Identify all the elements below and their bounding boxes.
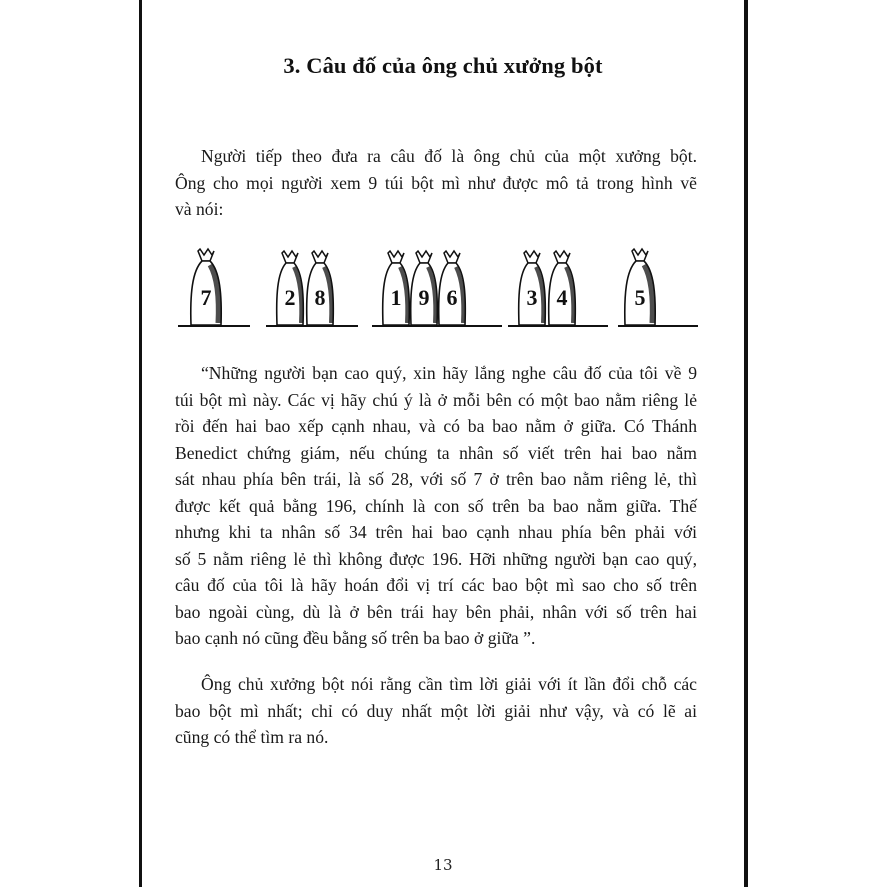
flour-sack-icon xyxy=(304,245,336,327)
sack-number: 1 xyxy=(390,285,402,310)
section-title: 3. Câu đố của ông chủ xưởng bột xyxy=(283,53,603,78)
text-line: bao cạnh nó cũng đều bằng số trên ba bao ở giữa ”. xyxy=(175,628,536,648)
text-line: “Những người bạn cao quý, xin hãy lắng nghe câu đố của tôi về 9 xyxy=(201,363,697,383)
sack-group-middle-triple xyxy=(380,245,472,327)
text-line: được kết quả bằng 196, chính là con số trên ba bao nằm giữa. Thế xyxy=(175,495,697,516)
sack-group-left-pair xyxy=(274,245,338,327)
text-line: bao ngoài cùng, dù là ở bên trái hay bên phải, nhân với số trên hai xyxy=(175,601,697,622)
book-page xyxy=(139,0,748,887)
text-line: bao bột mì nhất; chỉ có duy nhất một lời giải như vậy, và có lẽ ai xyxy=(175,700,697,721)
sack-number: 3 xyxy=(526,285,538,310)
text-line: Ông chủ xưởng bột nói rằng cần tìm lời giải với ít lần đổi chỗ các xyxy=(201,674,697,694)
text-line: và nói: xyxy=(175,199,224,219)
flour-sack-icon xyxy=(436,245,468,327)
text-line: sát nhau phía bên trái, là số 28, với số 7 ở trên bao nằm riêng lẻ, thì xyxy=(175,469,697,489)
sack-number: 9 xyxy=(418,285,430,310)
closing-paragraph xyxy=(175,671,697,751)
sack-number: 8 xyxy=(314,285,326,310)
sack-number: 6 xyxy=(446,285,458,310)
sack-group-left-single xyxy=(188,245,224,327)
sack-group-right-pair xyxy=(516,245,580,327)
flour-sack-icon xyxy=(188,245,224,327)
intro-paragraph xyxy=(175,143,697,223)
flour-sack-icon xyxy=(274,245,306,327)
quote-paragraph xyxy=(175,360,697,652)
text-line: cũng có thể tìm ra nó. xyxy=(175,727,329,747)
sack-group-right-single xyxy=(622,245,658,327)
text-line: rồi đến hai bao xếp cạnh nhau, và có ba bao nằm ở giữa. Có Thánh xyxy=(175,416,697,436)
flour-sacks-illustration xyxy=(178,245,698,335)
flour-sack-icon xyxy=(622,245,658,327)
sack-number: 2 xyxy=(284,285,296,310)
sack-number: 4 xyxy=(556,285,568,310)
flour-sack-icon xyxy=(546,245,578,327)
text-line: Ông cho mọi người xem 9 túi bột mì như được mô tả trong hình vẽ xyxy=(175,172,697,193)
sack-number: 5 xyxy=(634,285,646,310)
text-line: số 5 nằm riêng lẻ thì không được 196. Hỡi những người bạn cao quý, xyxy=(175,548,697,569)
text-line: Người tiếp theo đưa ra câu đố là ông chủ của một xưởng bột. xyxy=(201,146,697,166)
flour-sack-icon xyxy=(516,245,548,327)
text-line: túi bột mì này. Các vị hãy chú ý là ở mỗi bên có một bao nằm riêng lẻ xyxy=(175,389,697,410)
text-line: câu đố của tôi là hãy hoán đổi vị trí các bao bột mì sao cho số trên xyxy=(175,575,697,595)
sack-number: 7 xyxy=(200,285,212,310)
text-line: nhưng khi ta nhân số 34 trên hai bao cạnh nhau phía bên phải với xyxy=(175,522,697,542)
page-number: 13 xyxy=(433,856,453,874)
text-line: Benedict chứng giám, nếu chúng ta nhân số viết trên hai bao nằm xyxy=(175,442,697,463)
